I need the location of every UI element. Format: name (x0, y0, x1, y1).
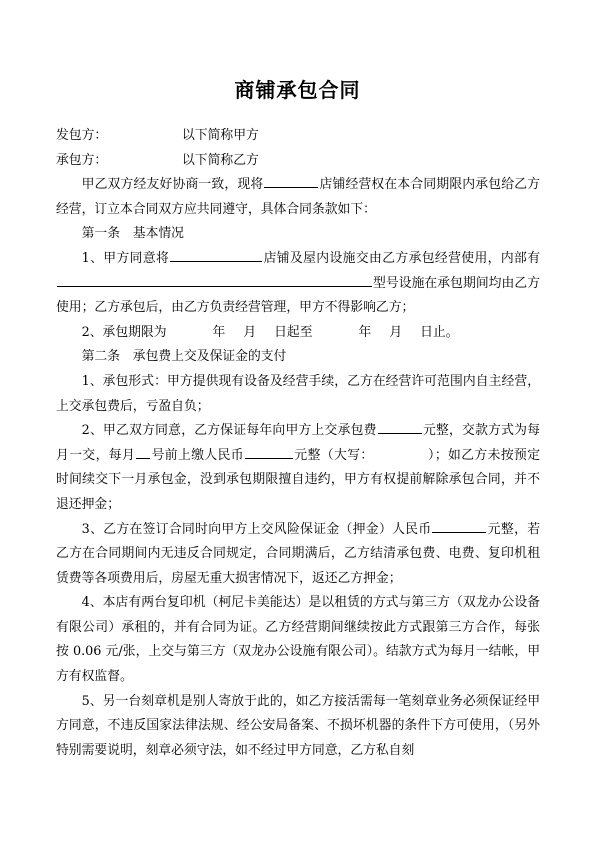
a1-1-text-b: 店铺及屋内设施交由乙方承包经营使用，内部有 (263, 250, 540, 266)
a2-2-text-a: 2、甲乙双方同意，乙方保证每年向甲方上交承包费 (81, 423, 377, 439)
a1-2-month-2: 月 (389, 324, 403, 340)
article-1-heading: 第一条 基本情况 (81, 226, 184, 242)
monthly-amount-blank (245, 445, 293, 459)
a2-2-text-d: 元整（大写： (294, 447, 374, 463)
deposit-blank (432, 519, 486, 533)
party-a-value: 以下简称甲方 (182, 128, 259, 143)
article-2-item-4: 4、本店有两台复印机（柯尼卡美能达）是以租赁的方式与第三方（双龙办公设备有限公司）承租的，并有合同为证。乙方经营期间继续按此方式跟第三方合作，每张按 0.06 元/张，上交与第三方（双龙办公设施有限公司）。结款方式为每月一结帐，甲方有权监督。 (56, 595, 540, 685)
intro-text-2: 店铺经营权在本合同期限内承包给乙方经营，订立本合同双方应共同遵守，具体合同条款如下： (56, 177, 541, 217)
party-b-value: 以下简称乙方 (182, 152, 259, 168)
party-a-line (56, 124, 540, 149)
article-2-item-3 (56, 518, 540, 592)
article-2-heading: 第二条 承包费上交及保证金的支付 (81, 349, 287, 365)
a2-2-text-b: 元整，交款方式为每月一交，每月 (56, 423, 540, 463)
due-day-blank (136, 445, 150, 459)
annual-fee-blank (378, 420, 422, 434)
article-1-item-2 (56, 321, 540, 346)
a2-2-text-c: 号前上缴人民币 (151, 447, 245, 463)
a2-2-text-e: ）；如乙方未按预定时间续交下一月承包金，没到承包期限擅自违约，甲方有权提前解除承包合同，并不退还押金； (56, 447, 541, 512)
a1-2-month-1: 月 (243, 324, 257, 340)
shop-name-blank (264, 174, 318, 188)
facilities-blank (57, 273, 372, 287)
a1-1-text-c: 型号设施在承包期间均由乙方使用；乙方承包后，由乙方负责经营管理，甲方不得影响乙方； (56, 275, 540, 316)
party-b-label: 承包方： (56, 152, 108, 168)
article-2-item-1: 1、承包形式：甲方提供现有设备及经营手续，乙方在经营许可范围内自主经营，上交承包费后，亏盈自负； (56, 373, 540, 414)
intro-paragraph (56, 173, 540, 222)
contract-body (56, 124, 540, 763)
party-a-label: 发包方： (56, 128, 108, 143)
article-2-item-5: 5、另一台刻章机是别人寄放于此的，如乙方接活需每一笔刻章业务必须保证经甲方同意，不违反国家法律法规、经公安局备案、不损坏机器的条件下方可使用，（另外特别需要说明，刻章必须守法，如不经过甲方同意，乙方私自刻 (56, 693, 540, 758)
a1-2-year-1: 年 (212, 324, 226, 340)
shop-blank (170, 248, 262, 262)
a2-3-text-a: 3、乙方在签订合同时向甲方上交风险保证金（押金）人民币 (81, 521, 432, 537)
a1-2-day-2: 日止。 (420, 324, 459, 340)
article-1-item-1 (56, 247, 540, 321)
a1-2-day-1: 日起至 (274, 324, 313, 340)
party-b-line (56, 149, 540, 174)
a1-2-year-2: 年 (358, 324, 372, 340)
a2-3-text-b: 元整，若乙方在合同期间内无违反合同规定，合同期满后，乙方结清承包费、电费、复印机租赁费等各项费用后，房屋无重大损害情况下，返还乙方押金； (56, 521, 540, 586)
intro-text-1: 甲乙双方经友好协商一致，现将 (81, 177, 264, 193)
document-title: 商铺承包合同 (234, 78, 361, 102)
a1-1-text-a: 1、甲方同意将 (81, 250, 170, 266)
article-2-item-2 (56, 419, 540, 517)
a1-2-prefix: 2、承包期限为 (81, 324, 167, 340)
